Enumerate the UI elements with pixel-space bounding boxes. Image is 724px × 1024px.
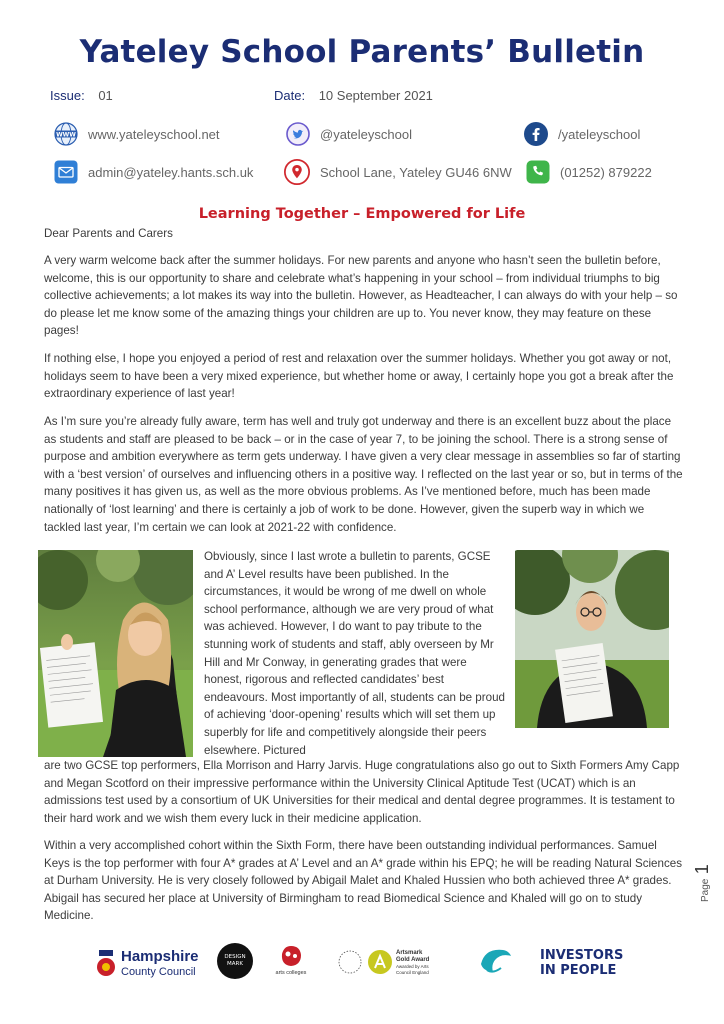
www-glyph: WWW: [56, 131, 76, 139]
issue-row: [50, 88, 113, 103]
phone-icon: [526, 160, 550, 184]
school-motto: Learning Together – Empowered for Life: [198, 206, 526, 222]
paragraph-results-continued: are two GCSE top performers, Ella Morrison and Harry Jarvis. Huge congratulations also go out to Sixth Formers Amy Capp and Megan Scotford on their impressive performance within the University Clinical Aptitude Test (UCAT) which is an admissions test used by a consortium of UK Universities for their medical and dental degree programmes. It is testament to their hard work and we wish them every luck in their medicine application.: [44, 759, 680, 825]
date-label: Date:: [274, 88, 306, 103]
artsmark-logo: [338, 946, 442, 980]
arts-colleges-icon: [278, 944, 304, 968]
artsmark-award: Gold Award: [396, 957, 430, 963]
paragraph-results-wrap: Obviously, since I last wrote a bulletin to parents, GCSE and A’ Level results have been published. In the circumstances, it would be wrong of me dwell on whole school performance, although we are very proud of what was achieved. However, I do want to pay tribute to the stunning work of students and staff, ably overseen by Mr Hill and Mr Conway, in generating grades that were honest, rigorous and reflected candidates’ best endeavours. Most importantly of all, students can be proud of achieving ‘door-opening’ results which will set them up superbly for life and competitively alongside their peers elsewhere. Pictured: [204, 550, 505, 757]
phone-contact[interactable]: [526, 159, 652, 185]
hampshire-crest-icon: [95, 948, 117, 978]
arts-colleges-logo: [274, 942, 308, 982]
date-row: [274, 88, 433, 103]
website-text: www.yateleyschool.net: [88, 126, 220, 142]
location-pin-icon: [284, 159, 310, 185]
paragraph-term: As I’m sure you’re already fully aware, term has well and truly got underway and there is an excellent buzz about the place as students and staff are pleased to be back – or in the case of year 7, to be joining the school. There is a strong sense of purpose and ambition everywhere as term gets underway. I have given a very clear message in assemblies so far of starting with a ‘best version’ of ourselves and influencing others in a positive way. I reflected on the last year or so, but in terms of the many positives it has given us, as well as the more obvious problems. As I’ve mentioned before, much has been made nationally of ‘lost learning’ and there is certainly a job of work to be done. However, given the superb way in which we tackled last year, I’m certain we can look at 2021-22 with confidence.: [44, 415, 683, 534]
paragraph-sixth-form: Within a very accomplished cohort within the Sixth Form, there have been outstanding individual performances. Samuel Keys is the top performer with four A* grades at A’ Level and an A* grade within his EPQ; he will be reading Natural Sciences at Durham University. He is very closely followed by Abigail Malet and Khaled Hussien who both achieved three A* grades. Abigail has secured her place at University of Birmingham to read Biomedical Science and Khaled will go on to study Medicine.: [44, 839, 682, 923]
investors-text: INVESTORS: [540, 948, 624, 963]
greeting: Dear Parents and Carers: [44, 227, 173, 240]
footer-logos: [0, 942, 724, 988]
dolphin-logo: [477, 944, 513, 980]
email-text: admin@yateley.hants.sch.uk: [88, 164, 254, 180]
address-contact: [284, 159, 512, 185]
photo-student-left: [38, 550, 193, 757]
facebook-contact[interactable]: [524, 121, 640, 147]
page-number-value: 1: [692, 864, 712, 875]
twitter-text: @yateleyschool: [320, 126, 412, 142]
twitter-icon: [286, 122, 310, 146]
in-people-text: IN PEOPLE: [540, 963, 617, 978]
paragraph-welcome: A very warm welcome back after the summer holidays. For new parents and anyone who hasn’t seen the bulletin before, welcome, this is our opportunity to share and celebrate what’s happening in your school – from individual triumphs to big collective achievements; a lot makes its way into the bulletin. However, as Headteacher, I can always do with your help – so do please let me know some of the amazing things your children are up to. You never know, they may feature on these pages!: [44, 254, 678, 338]
hampshire-text: Hampshire: [121, 948, 199, 965]
design-mark-text: DESIGN MARK: [224, 954, 246, 967]
facebook-icon: [524, 122, 548, 146]
county-council-text: County Council: [121, 966, 196, 978]
email-icon: [54, 160, 78, 184]
www-globe-icon: [54, 122, 78, 146]
bulletin-title: Yateley School Parents’ Bulletin: [79, 34, 645, 70]
page-label: Page: [700, 878, 711, 902]
student-photo-left-image: [38, 550, 193, 757]
issue-label: Issue:: [50, 88, 85, 103]
artsmark-title: Artsmark: [396, 950, 423, 956]
phone-text: (01252) 879222: [560, 164, 652, 180]
paragraph-holidays: If nothing else, I hope you enjoyed a period of rest and relaxation over the summer holidays. Whether you got away or not, holidays seem to have been a very mixed experience, but whether home or away, I certainly hope you got a break after the extraordinary experience of last year!: [44, 352, 674, 401]
email-contact[interactable]: [54, 159, 253, 185]
dolphin-icon: [477, 944, 513, 980]
photo-student-right: [515, 550, 669, 728]
investors-in-people-logo: [540, 948, 630, 980]
hampshire-logo: [95, 946, 205, 982]
issue-value: 01: [98, 88, 113, 103]
arts-colleges-text: arts colleges: [275, 970, 307, 976]
date-value: 10 September 2021: [318, 88, 433, 103]
arts-council-circle-icon: [338, 950, 362, 974]
website-contact[interactable]: [54, 121, 220, 147]
twitter-contact[interactable]: [286, 121, 412, 147]
design-mark-logo: [217, 943, 253, 979]
artsmark-awarded-by: Awarded by Arts Council England: [396, 964, 429, 975]
address-text: School Lane, Yateley GU46 6NW: [320, 164, 512, 180]
page-number: [692, 862, 724, 902]
student-photo-right-image: [515, 550, 669, 728]
facebook-text: /yateleyschool: [558, 126, 641, 142]
artsmark-a-icon: [368, 950, 392, 974]
